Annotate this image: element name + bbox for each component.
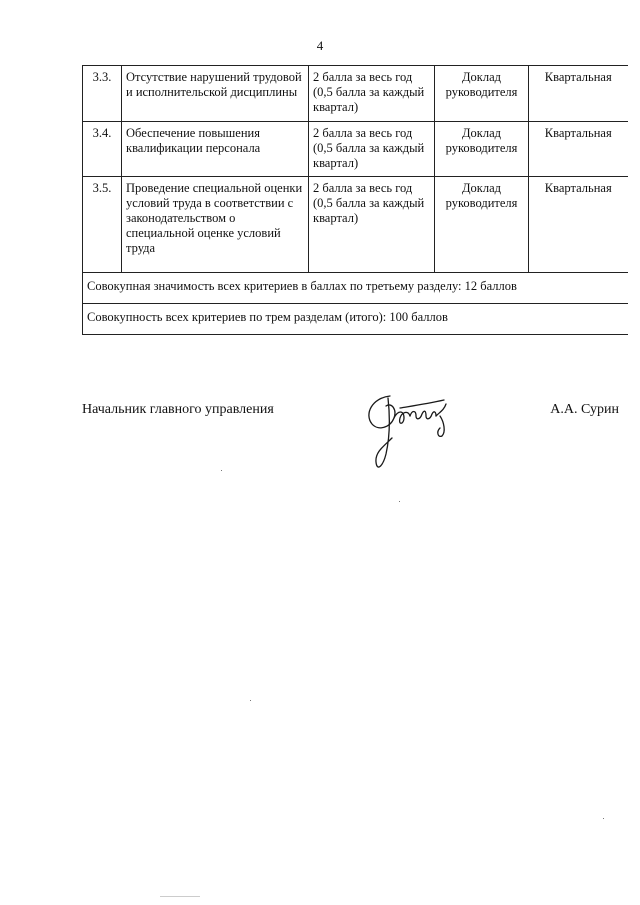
handwritten-signature <box>360 388 460 483</box>
table-row <box>83 177 628 273</box>
criterion-source: Доклад руководителя <box>435 66 529 122</box>
criterion-number: 3.4. <box>83 122 122 177</box>
section-total-text: Совокупная значимость всех критериев в баллах по третьему разделу: 12 баллов <box>83 273 628 304</box>
signatory-name: А.А. Сурин <box>550 402 619 417</box>
scan-speck <box>160 896 200 897</box>
table-row <box>83 66 628 122</box>
grand-total-row <box>83 304 628 335</box>
criterion-score: 2 балла за весь год (0,5 балла за каждый квартал) <box>309 122 435 177</box>
scan-speck <box>603 818 604 819</box>
criterion-text: Обеспечение повышения квалификации персонала <box>122 122 309 177</box>
criterion-score: 2 балла за весь год (0,5 балла за каждый квартал) <box>309 177 435 273</box>
criterion-text: Проведение специальной оценки условий труда в соответствии с законодательством о специальной оценке условий труда <box>122 177 309 273</box>
criterion-period: Квартальная <box>529 122 628 177</box>
criteria-table <box>82 65 628 335</box>
criterion-number: 3.3. <box>83 66 122 122</box>
signatory-title: Начальник главного управления <box>82 402 274 417</box>
page-number: 4 <box>316 38 324 53</box>
criterion-source: Доклад руководителя <box>435 122 529 177</box>
section-total-row <box>83 273 628 304</box>
criterion-source: Доклад руководителя <box>435 177 529 273</box>
table-row <box>83 122 628 177</box>
signature-block <box>82 402 627 492</box>
scan-speck <box>399 501 400 502</box>
criterion-score: 2 балла за весь год (0,5 балла за каждый квартал) <box>309 66 435 122</box>
scan-speck <box>221 470 222 471</box>
grand-total-text: Совокупность всех критериев по трем разделам (итого): 100 баллов <box>83 304 628 335</box>
criterion-period: Квартальная <box>529 66 628 122</box>
criterion-text: Отсутствие нарушений трудовой и исполнительской дисциплины <box>122 66 309 122</box>
scan-speck <box>250 700 251 701</box>
criterion-number: 3.5. <box>83 177 122 273</box>
criterion-period: Квартальная <box>529 177 628 273</box>
